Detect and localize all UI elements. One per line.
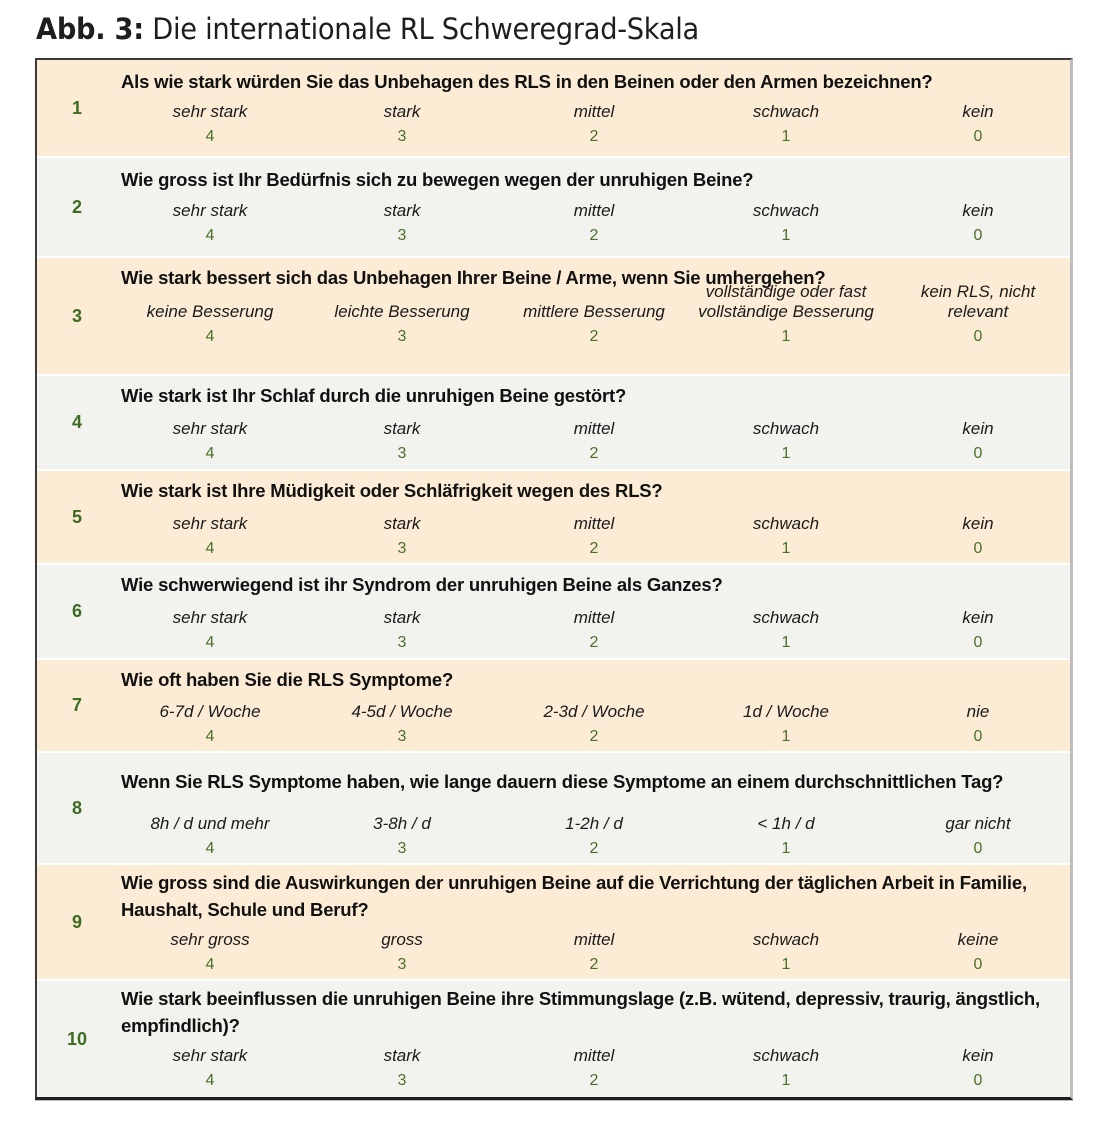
- option-label: stark: [383, 608, 421, 627]
- answer-option: [498, 930, 690, 974]
- option-score: 1: [781, 634, 791, 651]
- option-label: schwach: [752, 419, 820, 438]
- option-score: 3: [397, 634, 407, 651]
- option-score: 1: [781, 128, 791, 145]
- answer-options: [114, 201, 1100, 245]
- answer-option: [882, 608, 1074, 652]
- answer-option: [690, 514, 882, 558]
- option-label: gross: [381, 930, 423, 949]
- answer-option: [114, 1046, 306, 1090]
- answer-option: [498, 102, 690, 146]
- question-text: Wie gross ist Ihr Bedürfnis sich zu bewegen wegen der unruhigen Beine?: [121, 169, 754, 190]
- option-score: 3: [397, 128, 407, 145]
- question-text: Wenn Sie RLS Symptome haben, wie lange dauern diese Symptome an einem durchschnittlichen Tag?: [121, 771, 1004, 792]
- answer-options: [114, 419, 1100, 463]
- option-score: 4: [205, 956, 215, 973]
- row-number: 10: [66, 1028, 88, 1049]
- option-label: stark: [383, 419, 421, 438]
- scale-row-5: [37, 471, 1070, 565]
- option-score: 1: [781, 728, 791, 745]
- answer-option: [690, 608, 882, 652]
- scale-row-2: [37, 158, 1070, 258]
- option-score: 2: [589, 956, 599, 973]
- option-label: 3-8h / d: [373, 814, 431, 833]
- answer-option: [690, 419, 882, 463]
- option-label: stark: [383, 102, 421, 121]
- answer-option: [690, 102, 882, 146]
- option-label: gar nicht: [945, 814, 1011, 833]
- answer-option: [498, 282, 690, 346]
- option-label: kein: [962, 102, 994, 121]
- option-score: 0: [973, 728, 983, 745]
- answer-option: [498, 419, 690, 463]
- row-number: 9: [71, 911, 82, 932]
- option-label: sehr stark: [172, 608, 248, 627]
- answer-options: [114, 282, 1100, 346]
- answer-option: [114, 814, 306, 858]
- answer-options: [114, 702, 1100, 746]
- option-score: 2: [589, 445, 599, 462]
- answer-option: [114, 282, 306, 346]
- answer-option: [498, 608, 690, 652]
- option-score: 1: [781, 1072, 791, 1089]
- option-score: 2: [589, 128, 599, 145]
- option-score: 3: [397, 328, 407, 345]
- question-text: Wie gross sind die Auswirkungen der unruhigen Beine auf die Verrichtung der täglichen Arbeit in Familie, Haushalt, Schule und Beruf?: [121, 872, 1027, 920]
- option-label: sehr stark: [172, 419, 248, 438]
- option-score: 4: [205, 634, 215, 651]
- option-label: stark: [383, 514, 421, 533]
- answer-option: [882, 930, 1074, 974]
- answer-option: [498, 702, 690, 746]
- option-label: 8h / d und mehr: [150, 814, 270, 833]
- answer-option: [306, 282, 498, 346]
- option-label: mittel: [573, 1046, 615, 1065]
- scale-row-1: [37, 60, 1070, 158]
- option-label: sehr stark: [172, 1046, 248, 1065]
- option-label: schwach: [752, 930, 820, 949]
- option-score: 2: [589, 540, 599, 557]
- answer-options: [114, 514, 1100, 558]
- row-number: 2: [71, 196, 82, 217]
- option-score: 4: [205, 328, 215, 345]
- row-number: 3: [71, 305, 82, 326]
- option-label: mittel: [573, 419, 615, 438]
- answer-option: [114, 514, 306, 558]
- scale-row-4: [37, 376, 1070, 471]
- option-label: kein: [962, 514, 994, 533]
- option-label: vollständige oder fast vollständige Besserung: [698, 282, 874, 321]
- option-label: sehr stark: [172, 201, 248, 220]
- answer-option: [882, 814, 1074, 858]
- answer-option: [306, 419, 498, 463]
- scale-row-6: [37, 565, 1070, 660]
- option-label: stark: [383, 1046, 421, 1065]
- option-label: schwach: [752, 201, 820, 220]
- row-number: 1: [71, 97, 82, 118]
- option-score: 0: [973, 956, 983, 973]
- answer-option: [306, 930, 498, 974]
- option-score: 3: [397, 540, 407, 557]
- option-score: 0: [973, 634, 983, 651]
- option-score: 2: [589, 1072, 599, 1089]
- option-label: schwach: [752, 102, 820, 121]
- answer-options: [114, 814, 1100, 858]
- answer-options: [114, 1046, 1100, 1090]
- option-score: 2: [589, 728, 599, 745]
- option-label: keine: [957, 930, 999, 949]
- question-text: Wie stark bessert sich das Unbehagen Ihrer Beine / Arme, wenn Sie umhergehen?: [121, 267, 826, 288]
- answer-option: [114, 702, 306, 746]
- option-label: kein RLS, nicht relevant: [920, 282, 1036, 321]
- option-label: kein: [962, 1046, 994, 1065]
- row-number: 8: [71, 797, 82, 818]
- option-score: 0: [973, 227, 983, 244]
- answer-option: [306, 1046, 498, 1090]
- option-score: 4: [205, 445, 215, 462]
- option-label: mittel: [573, 608, 615, 627]
- option-label: 2-3d / Woche: [543, 702, 645, 721]
- option-label: mittel: [573, 102, 615, 121]
- answer-option: [498, 201, 690, 245]
- scale-row-7: [37, 660, 1070, 753]
- answer-option: [882, 702, 1074, 746]
- question-text: Wie stark ist Ihr Schlaf durch die unruhigen Beine gestört?: [121, 385, 627, 406]
- row-number: 4: [71, 412, 82, 432]
- option-label: 4-5d / Woche: [351, 702, 453, 721]
- option-label: mittel: [573, 201, 615, 220]
- option-score: 3: [397, 728, 407, 745]
- option-score: 3: [397, 227, 407, 244]
- option-score: 0: [973, 1072, 983, 1089]
- answer-option: [114, 608, 306, 652]
- answer-option: [882, 1046, 1074, 1090]
- option-score: 0: [973, 540, 983, 557]
- option-score: 2: [589, 227, 599, 244]
- option-score: 1: [781, 227, 791, 244]
- option-label: mittel: [573, 514, 615, 533]
- answer-option: [114, 930, 306, 974]
- answer-option: [498, 1046, 690, 1090]
- answer-option: [306, 102, 498, 146]
- answer-option: [306, 201, 498, 245]
- option-score: 0: [973, 128, 983, 145]
- option-label: kein: [962, 608, 994, 627]
- figure-title-prefix: Abb. 3:: [36, 12, 144, 46]
- answer-option: [690, 930, 882, 974]
- scale-row-8: [37, 753, 1070, 865]
- option-label: schwach: [752, 608, 820, 627]
- answer-options: [114, 608, 1100, 652]
- answer-option: [882, 201, 1074, 245]
- option-score: 4: [205, 728, 215, 745]
- answer-option: [690, 201, 882, 245]
- answer-option: [114, 419, 306, 463]
- option-score: 4: [205, 840, 215, 857]
- question-text: Wie oft haben Sie die RLS Symptome?: [121, 669, 454, 690]
- option-score: 2: [589, 328, 599, 345]
- option-score: 4: [205, 540, 215, 557]
- option-label: leichte Besserung: [334, 302, 470, 321]
- option-label: sehr stark: [172, 102, 248, 121]
- option-label: kein: [962, 201, 994, 220]
- row-number: 7: [71, 695, 82, 715]
- answer-option: [882, 102, 1074, 146]
- option-score: 1: [781, 328, 791, 345]
- scale-row-10: [37, 981, 1070, 1097]
- option-label: schwach: [752, 514, 820, 533]
- question-text: Wie schwerwiegend ist ihr Syndrom der unruhigen Beine als Ganzes?: [121, 574, 723, 595]
- option-label: sehr gross: [170, 930, 250, 949]
- question-text: Wie stark beeinflussen die unruhigen Beine ihre Stimmungslage (z.B. wütend, depressiv, traurig, ängstlich, empfindlich)?: [121, 988, 1040, 1036]
- option-score: 1: [781, 840, 791, 857]
- option-label: 1-2h / d: [565, 814, 623, 833]
- option-label: < 1h / d: [757, 814, 815, 833]
- answer-option: [306, 608, 498, 652]
- scale-row-9: [37, 865, 1070, 981]
- answer-option: [306, 702, 498, 746]
- option-label: sehr stark: [172, 514, 248, 533]
- option-score: 4: [205, 1072, 215, 1089]
- option-score: 3: [397, 445, 407, 462]
- option-score: 4: [205, 128, 215, 145]
- figure-title-text: Die internationale RL Schweregrad-Skala: [152, 12, 699, 46]
- option-label: kein: [962, 419, 994, 438]
- answer-options: [114, 930, 1100, 974]
- scale-row-3: [37, 258, 1070, 376]
- option-score: 1: [781, 540, 791, 557]
- option-label: 6-7d / Woche: [159, 702, 261, 721]
- answer-option: [690, 814, 882, 858]
- option-label: nie: [966, 702, 990, 721]
- option-label: keine Besserung: [146, 302, 274, 321]
- question-text: Als wie stark würden Sie das Unbehagen des RLS in den Beinen oder den Armen bezeichnen?: [121, 71, 933, 92]
- option-label: 1d / Woche: [743, 702, 829, 721]
- option-score: 0: [973, 840, 983, 857]
- option-score: 3: [397, 1072, 407, 1089]
- option-label: schwach: [752, 1046, 820, 1065]
- option-score: 0: [973, 445, 983, 462]
- answer-option: [498, 514, 690, 558]
- option-score: 1: [781, 956, 791, 973]
- answer-option: [882, 419, 1074, 463]
- option-score: 3: [397, 956, 407, 973]
- option-score: 2: [589, 634, 599, 651]
- option-label: mittel: [573, 930, 615, 949]
- option-score: 0: [973, 328, 983, 345]
- option-label: mittlere Besserung: [523, 302, 665, 321]
- option-label: stark: [383, 201, 421, 220]
- answer-options: [114, 102, 1100, 146]
- answer-option: [306, 514, 498, 558]
- row-number: 5: [71, 506, 82, 527]
- option-score: 1: [781, 445, 791, 462]
- answer-option: [114, 201, 306, 245]
- answer-option: [306, 814, 498, 858]
- answer-option: [690, 702, 882, 746]
- answer-option: [690, 282, 882, 346]
- answer-option: [882, 514, 1074, 558]
- severity-scale-table: [35, 58, 1073, 1100]
- figure-title: [36, 12, 699, 46]
- answer-option: [882, 282, 1074, 346]
- answer-option: [690, 1046, 882, 1090]
- option-score: 3: [397, 840, 407, 857]
- option-score: 4: [205, 227, 215, 244]
- row-number: 6: [71, 601, 82, 621]
- answer-option: [498, 814, 690, 858]
- answer-option: [114, 102, 306, 146]
- question-text: Wie stark ist Ihre Müdigkeit oder Schläfrigkeit wegen des RLS?: [121, 480, 663, 501]
- option-score: 2: [589, 840, 599, 857]
